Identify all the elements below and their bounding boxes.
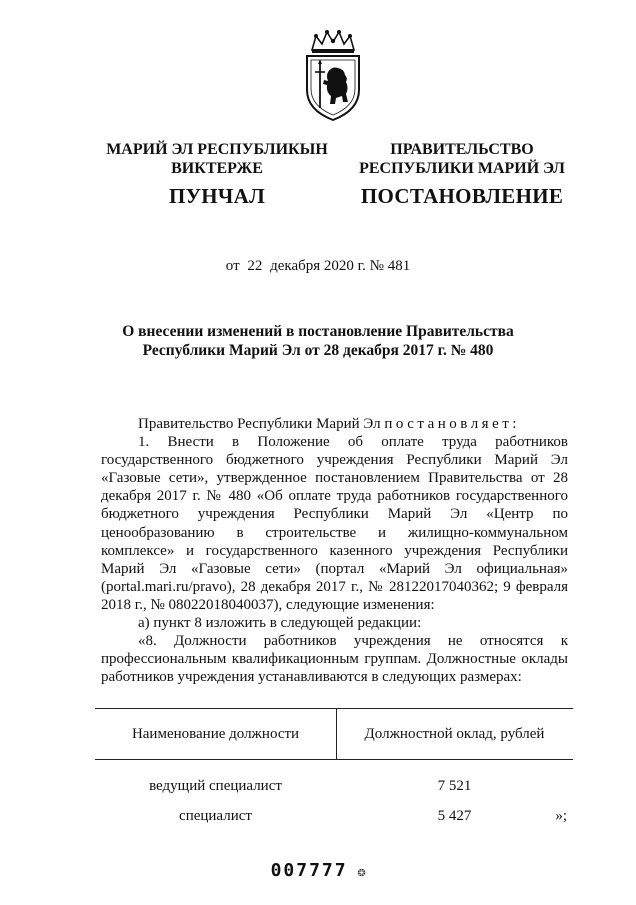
header-left-doc-type: ПУНЧАЛ [168, 184, 266, 208]
footer-serial [0, 860, 636, 881]
title-line2: Республики Марий Эл от 28 декабря 2017 г. № 480 [142, 342, 494, 359]
table-header-salary: Должностной оклад, рублей [364, 726, 545, 742]
header-right [352, 140, 572, 208]
intro-decree-word: постановляет: [384, 416, 520, 432]
document-body [101, 415, 568, 686]
paragraph-3: «8. Должности работников учреждения не относятся к профессиональным квалификационным группам. Должностные оклады работников учреждения устанавливаются в следующих размерах: [101, 633, 568, 686]
document-title [80, 322, 556, 360]
table-cell-position: ведущий специалист [149, 778, 282, 794]
table-cell-salary: 5 427 [437, 808, 472, 824]
date-prefix: от [225, 258, 240, 274]
paragraph-2: а) пункт 8 изложить в следующей редакции: [138, 615, 422, 632]
date-line [0, 257, 636, 275]
header-left-line1: МАРИЙ ЭЛ РЕСПУБЛИКЫН [106, 141, 328, 158]
date-day: 22 [247, 258, 263, 274]
table-cell-tail: »; [555, 808, 567, 824]
intro-prefix: Правительство Республики Марий Эл [138, 416, 385, 432]
coat-of-arms-icon [302, 28, 364, 124]
serial-number: 007777 [270, 860, 348, 881]
ornament-icon: ❂ [357, 865, 366, 880]
table-cell-position: специалист [179, 808, 252, 824]
header-left-line2: ВИКТЕРЖЕ [171, 160, 263, 177]
header-right-doc-type: ПОСТАНОВЛЕНИЕ [360, 184, 564, 208]
header-left [92, 140, 342, 208]
table-top-border [95, 708, 573, 709]
table-header-position: Наименование должности [131, 726, 300, 742]
intro-paragraph [101, 415, 568, 433]
table-cell-salary: 7 521 [437, 778, 472, 794]
salary-table [95, 708, 573, 838]
title-line1: О внесении изменений в постановление Правительства [122, 323, 514, 340]
table-header-border [95, 759, 573, 760]
header-right-line1: ПРАВИТЕЛЬСТВО [390, 141, 534, 158]
header-right-line2: РЕСПУБЛИКИ МАРИЙ ЭЛ [359, 160, 565, 177]
paragraph-1: 1. Внести в Положение об оплате труда работников государственного бюджетного учреждения Республики Марий Эл «Газовые сети», утвержденное постановлением Правительства от 28 декабря 2017 г. № 480 «Об оплате труда работников государственного бюджетного учреждения Республики Марий Эл «Центр по ценообразованию в строительстве и жилищно-коммунальном комплексе» и государственного казенного учреждения Республики Марий Эл «Газовые сети» (портал «Марий Эл официальная» (portal.mari.ru/pravo), 28 декабря 2017 г., № 28122017040362; 9 февраля 2018 г., № 08022018040037), следующие изменения: [101, 434, 568, 613]
date-month-year: декабря 2020 г. № [270, 258, 384, 274]
document-number: 481 [387, 258, 411, 274]
